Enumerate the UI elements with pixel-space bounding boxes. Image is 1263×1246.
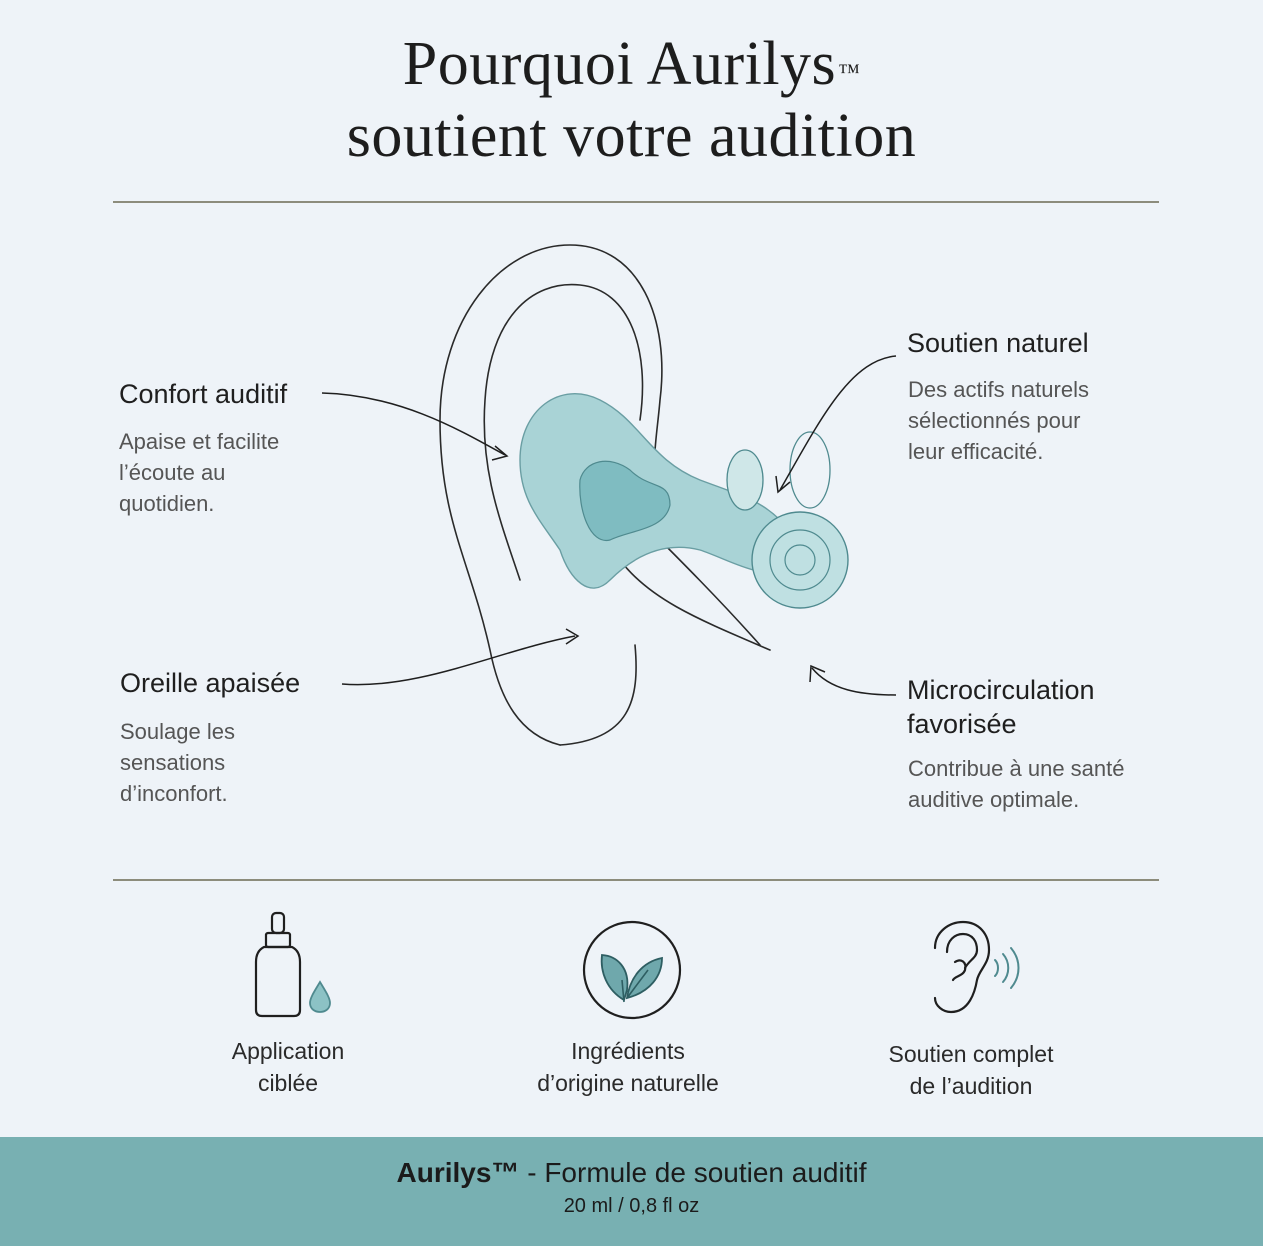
callout-text-line: d’inconfort. [120, 781, 228, 806]
feature-label-line: de l’audition [909, 1073, 1033, 1099]
footer-volume: 20 ml / 0,8 fl oz [563, 1195, 700, 1217]
feature-label-line: d’origine naturelle [537, 1070, 719, 1096]
callout-text-line: sensations [120, 750, 226, 775]
footer-product-line [0, 1157, 1263, 1189]
feature-label-line: ciblée [257, 1070, 319, 1096]
callout-text-line: auditive optimale. [908, 787, 1080, 812]
callout-heading-microcirculation [907, 673, 1095, 741]
callout-text-line: quotidien. [119, 491, 215, 516]
callout-text-microcirculation [908, 753, 1125, 815]
callout-text-oreille [120, 716, 235, 809]
callout-heading-confort: Confort auditif [119, 379, 288, 409]
title-line-2: soutient votre audition [346, 102, 917, 170]
ear-sound-icon [925, 918, 1025, 1018]
callout-text-line: Apaise et facilite [119, 429, 280, 454]
trademark-symbol: ™ [838, 59, 861, 84]
callout-text-line: sélectionnés pour [908, 408, 1081, 433]
callout-text-confort [119, 426, 279, 519]
callout-text-line: l’écoute au [119, 460, 226, 485]
dropper-bottle-icon [250, 910, 340, 1020]
footer-banner [0, 1137, 1263, 1246]
title-line-1: Pourquoi Aurilys [402, 30, 837, 98]
callout-heading-line: Microcirculation [907, 675, 1095, 705]
callout-heading-oreille: Oreille apaisée [120, 668, 301, 698]
callout-text-line: Soulage les [120, 719, 235, 744]
callout-heading-line: favorisée [907, 709, 1017, 739]
leaf-icon [582, 920, 682, 1020]
callout-text-soutien [908, 374, 1089, 467]
feature-label-soutien [841, 1038, 1101, 1102]
feature-label-ingredients [498, 1035, 758, 1099]
bottom-divider [113, 879, 1159, 881]
feature-label-line: Application [231, 1038, 345, 1064]
feature-label-line: Ingrédients [571, 1038, 685, 1064]
callout-text-line: leur efficacité. [908, 439, 1044, 464]
callout-heading-soutien: Soutien naturel [907, 328, 1089, 358]
footer-brand: Aurilys™ [396, 1157, 520, 1188]
footer-tagline: - Formule de soutien auditif [519, 1157, 867, 1188]
feature-label-line: Soutien complet [888, 1041, 1054, 1067]
callout-text-line: Contribue à une santé [908, 756, 1125, 781]
callout-text-line: Des actifs naturels [908, 377, 1089, 402]
feature-label-application [158, 1035, 418, 1099]
